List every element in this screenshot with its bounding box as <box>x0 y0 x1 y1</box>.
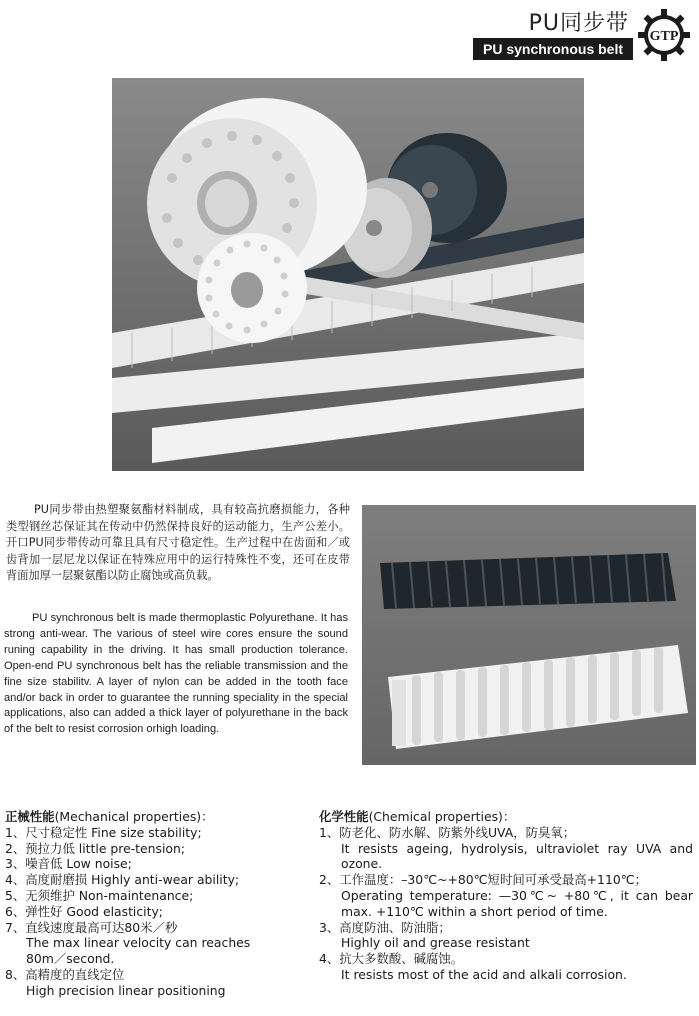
intro-text-cn: PU同步带由热塑聚氨酯材料制成，具有较高抗磨损能力，各种类型钢丝芯保证其在传动中仍然保持良好的运动能力，生产公差小。开口PU同步带传动可靠且具有尺寸稳定性。生产过程中在齿面和／或齿背加一层尼龙以保证在特殊应用中的运行特殊性不变，还可在皮带背面加厚一层聚氨酯以防止腐蚀或高负载。 <box>6 503 350 582</box>
mechanical-item-detail: The max linear velocity can reaches <box>26 935 251 951</box>
mechanical-item: 8、高精度的直线定位 <box>5 966 125 982</box>
mechanical-item-detail: 80m／second. <box>26 951 115 967</box>
page-title-en: PU synchronous belt <box>473 38 633 60</box>
chemical-item: 2、工作温度：–30℃~+80℃短时间可承受最高+110℃； <box>319 872 648 888</box>
chemical-item: 4、抗大多数酸、碱腐蚀。 <box>319 951 464 967</box>
chemical-item: 1、防老化、防水解、防紫外线UVA，防臭氧； <box>319 824 576 840</box>
mechanical-item: 7、直线速度最高可达80米／秒 <box>5 919 178 935</box>
belt-strips-photo <box>362 505 696 765</box>
mechanical-heading: 正械性能(Mechanical properties)： <box>5 809 214 824</box>
mechanical-item: 1、尺寸稳定性 Fine size stability; <box>5 824 202 840</box>
chemical-item-detail: It resists most of the acid and alkali corrosion. <box>341 966 627 982</box>
chemical-item-detail: It resists ageing, hydrolysis, ultraviolet ray UVA and ozone. <box>341 840 693 872</box>
intro-text-en: PU synchronous belt is made thermoplastic Polyurethane. It has strong anti-wear. The various of steel wire cores ensure the sound runing capability in the driving. It has small production tolerance. Open-end PU synchronous belt has the reliable transmission and the fine size stabilitv. A layer of nylon can be added in the tooth face and/or back in order to guarantee the running speciality in the special applications, also can added a thick layer of polyurethane in the back of the belt to resist corrosion orhigh loading. <box>4 612 348 736</box>
chemical-item: 3、高度防油、防油脂； <box>319 919 451 935</box>
mechanical-item: 2、预拉力低 little pre-tension; <box>5 840 186 856</box>
intro-paragraph-en <box>4 611 348 738</box>
mechanical-item: 5、无须维护 Non-maintenance; <box>5 887 194 903</box>
chemical-heading: 化学性能(Chemical properties)： <box>319 809 516 824</box>
mechanical-item: 6、弹性好 Good elasticity; <box>5 903 163 919</box>
chemical-item-detail: Highly oil and grease resistant <box>341 935 530 951</box>
page-title-cn: PU同步带 <box>528 11 629 36</box>
intro-paragraph-cn <box>6 502 350 585</box>
mechanical-item: 4、高度耐磨损 Highly anti-wear ability; <box>5 872 240 888</box>
chemical-properties-section <box>319 809 693 983</box>
mechanical-item-detail: High precision linear positioning <box>26 982 226 998</box>
chemical-item-detail: Operating temperature: —30℃~ +80℃, it can bear max. +110℃ within a short period of time. <box>341 887 693 919</box>
belt-rolls-photo <box>112 78 584 471</box>
mechanical-item: 3、噪音低 Low noise; <box>5 856 132 872</box>
gtp-gear-logo <box>637 8 691 62</box>
mechanical-properties-section <box>5 809 305 999</box>
svg-text:GTP: GTP <box>649 29 679 44</box>
